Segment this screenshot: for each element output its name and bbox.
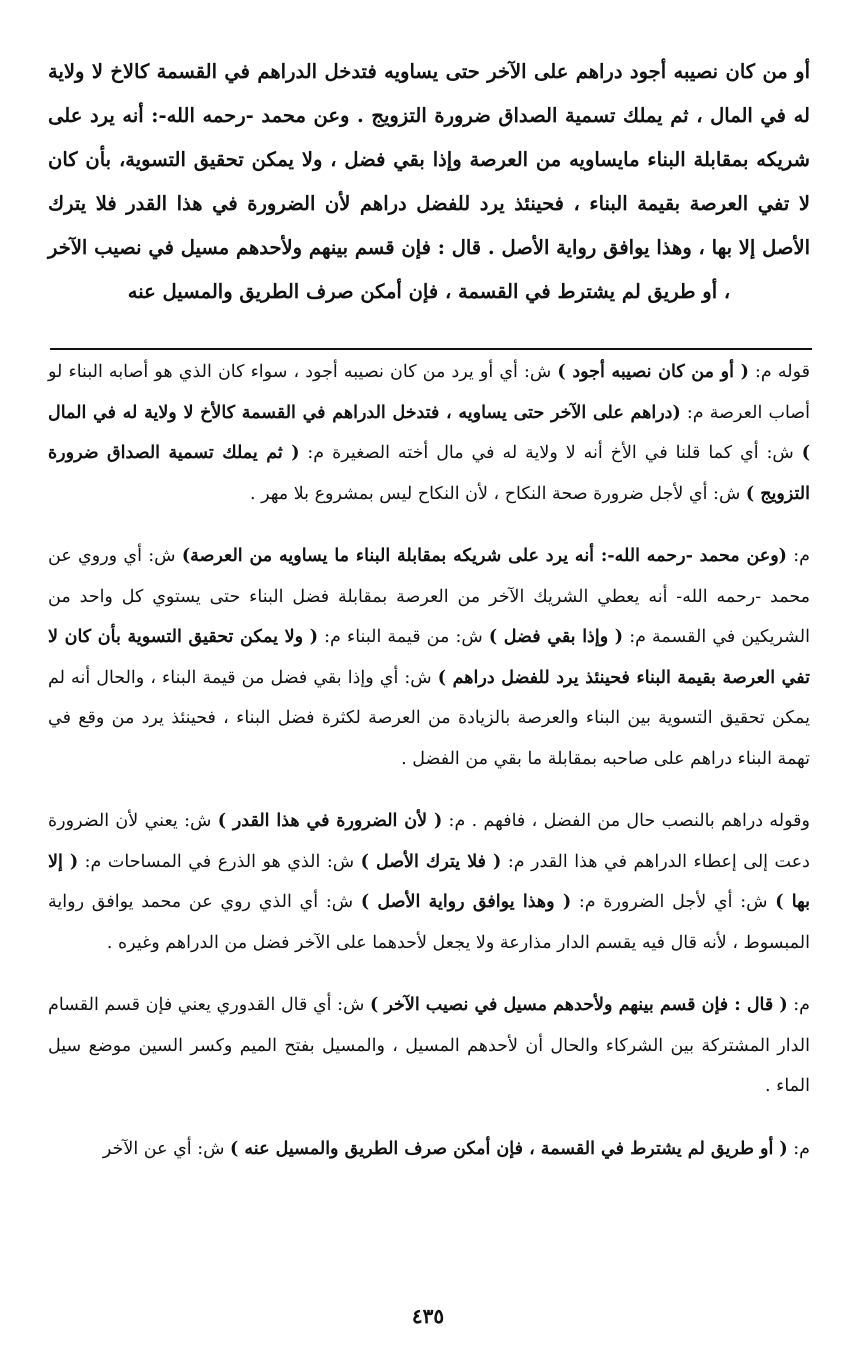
commentary-text: ش: أي عن الآخر [102,1138,231,1159]
quoted-matn: ( لأن الضرورة في هذا القدر ) [217,811,443,831]
commentary-paragraph-3 [48,801,810,963]
quoted-matn: (دراهم على الآخر حتى يساويه ، فتدخل الدراهم في القسمة كالأخ لا ولاية له في المال ) [48,402,810,463]
quoted-matn: ( أو من كان نصيبه أجود ) [557,362,749,382]
commentary-text: ش: أي وروي عن محمد -رحمه الله- أنه يعطي الشريك الآخر من العرصة بمقابلة فضل البناء حتى يستوي كل واحد من الشريكين في القسمة م: [48,546,810,647]
quoted-matn: ( وهذا يوافق رواية الأصل ) [360,892,572,912]
commentary-paragraph-2 [48,536,810,779]
quoted-matn: ( وإذا بقي فضل ) [488,627,624,647]
commentary-paragraph-1 [48,352,810,514]
quoted-matn: ( فلا يترك الأصل ) [360,851,502,872]
commentary-paragraph-4 [48,985,810,1107]
commentary-text: قوله م: [748,362,810,382]
quoted-matn: ( ولا يمكن تحقيق التسوية بأن كان لا تفي العرصة بقيمة البناء فحينئذ يرد للفضل دراهم ) [48,627,810,688]
quoted-matn: ( أو طريق لم يشترط في القسمة ، فإن أمكن صرف الطريق والمسيل عنه ) [230,1138,788,1159]
section-divider [50,348,812,350]
commentary-text: ش: من قيمة البناء م: [318,627,489,647]
commentary-text: م: [786,546,810,566]
quoted-matn: ( إلا بها ) [48,851,810,912]
commentary-text: ش: أي لأجل ضرورة صحة النكاح ، لأن النكاح ليس بمشروع بلا مهر . [249,483,746,504]
commentary-text: ش: أي قال القدوري يعني فإن قسم القسام الدار المشتركة بين الشركاء والحال أن لأحدهم المسيل ، والمسيل بفتح الميم وكسر السين موضع سيل الماء . [48,995,810,1096]
commentary-paragraph-5 [48,1129,810,1170]
commentary-text: ش: أي لأجل الضرورة م: [571,892,776,912]
commentary-text: م: [787,1138,810,1159]
page-number: ٤٣٥ [411,1304,445,1328]
commentary-block [48,352,810,1191]
commentary-text: ش: أي الذي روي عن محمد يوافق رواية المبسوط ، لأنه قال فيه يقسم الدار مذارعة ولا يجعل لأحدهما على الآخر فضل من الدراهم وغيره . [48,892,810,953]
main-text-block: أو من كان نصيبه أجود دراهم على الآخر حتى يساويه فتدخل الدراهم في القسمة كالاخ لا ولاية له في المال ، ثم يملك تسمية الصداق ضرورة التزويج . وعن محمد -رحمه الله-: أنه يرد على شريكه بمقابلة البناء مايساويه من العرصة وإذا بقي فضل ، ولا يمكن تحقيق التسوية، بأن كان لا تفي العرصة بقيمة البناء ، فحينئذ يرد للفضل دراهم لأن الضرورة في هذا القدر فلا يترك الأصل إلا بها ، وهذا يوافق رواية الأصل . قال : فإن قسم بينهم ولأحدهم مسيل في نصيب الآخر ، أو طريق لم يشترط في القسمة ، فإن أمكن صرف الطريق والمسيل عنه [48,60,810,303]
quoted-matn: ( ثم يملك تسمية الصداق ضرورة التزويج ) [48,443,810,504]
commentary-text: ش: أي وإذا بقي فضل من قيمة البناء ، والحال أنه لم يمكن تحقيق التسوية بين البناء والعرصة بالزيادة من العرصة لكثرة فضل البناء ، فحينئذ يرد من وقع في تهمة البناء دراهم على صاحبه بمقابلة ما بقي من الفضل . [48,667,810,769]
quoted-matn: ( قال : فإن قسم بينهم ولأحدهم مسيل في نصيب الآخر ) [369,995,788,1015]
quoted-matn: (وعن محمد -رحمه الله-: أنه يرد على شريكه بمقابلة البناء ما يساويه من العرصة) [181,546,787,566]
commentary-text: م: [787,995,810,1015]
commentary-text: ش: الذي هو الذرع في المساحات م: [78,851,361,872]
commentary-text: ش: أي كما قلنا في الأخ أنه لا ولاية له في مال أخته الصغيرة م: [299,443,802,463]
commentary-text: ش: يعني لأن الضرورة دعت إلى إعطاء الدراهم في هذا القدر م: [48,811,810,872]
commentary-text: وقوله دراهم بالنصب حال من الفضل ، فافهم . م: [442,811,810,831]
commentary-text: ش: أي أو يرد من كان نصيبه أجود ، سواء كان الذي هو أصابه البناء لو أصاب العرصة م: [48,362,810,423]
